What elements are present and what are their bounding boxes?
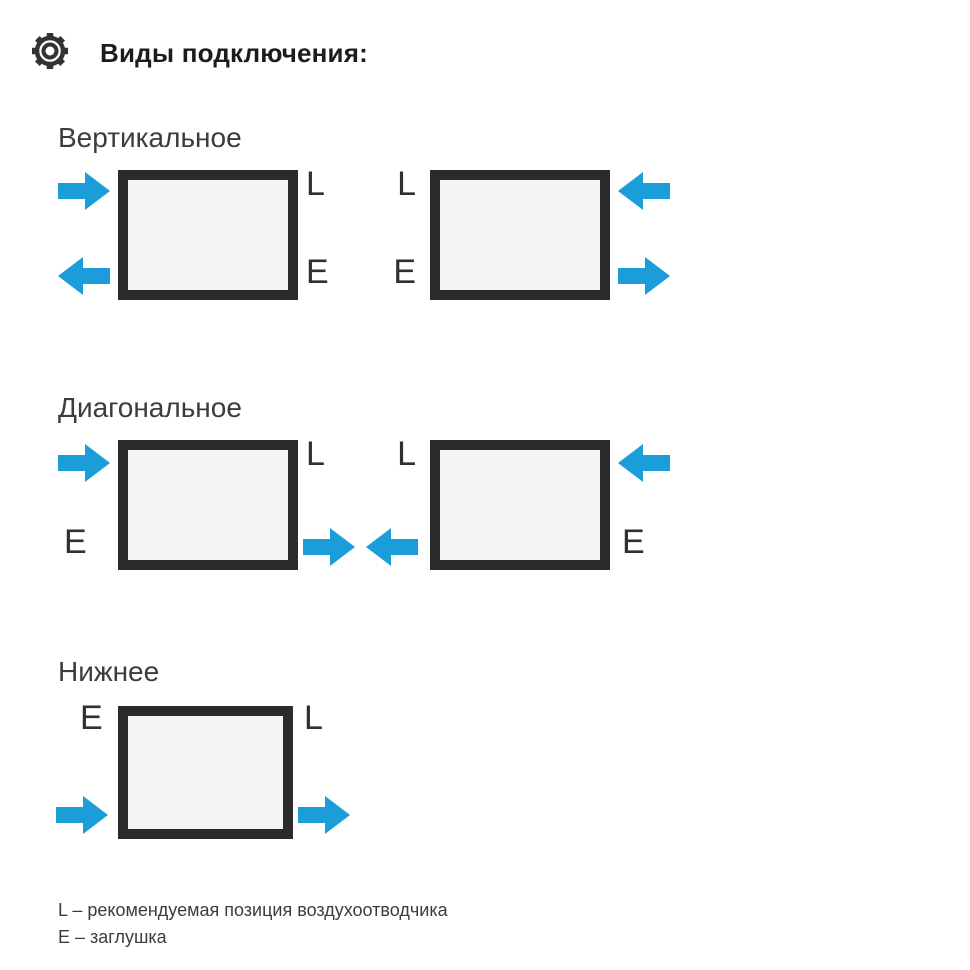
radiator-bottom (118, 706, 293, 839)
flow-out-arrow-icon (618, 257, 670, 295)
air-vent-label: L (397, 165, 416, 203)
radiator-vertical-left (118, 170, 298, 300)
plug-label: E (80, 699, 103, 737)
air-vent-label: L (397, 435, 416, 473)
radiator-vertical-right (430, 170, 610, 300)
legend-line-plug: E – заглушка (58, 927, 167, 947)
flow-in-arrow-icon (58, 172, 110, 210)
section-title-diagonal: Диагональное (58, 392, 242, 423)
air-vent-label: L (304, 699, 323, 737)
section-title-bottom: Нижнее (58, 656, 160, 687)
flow-out-arrow-icon (303, 528, 355, 566)
plug-label: E (64, 523, 87, 561)
section-title-vertical: Вертикальное (58, 122, 242, 153)
flow-out-arrow-icon (366, 528, 418, 566)
radiator-diagonal-left (118, 440, 298, 570)
flow-in-arrow-icon (56, 796, 108, 834)
radiator-diagonal-right (430, 440, 610, 570)
flow-in-arrow-icon (618, 172, 670, 210)
air-vent-label: L (306, 435, 325, 473)
flow-in-arrow-icon (618, 444, 670, 482)
gear-icon (26, 27, 74, 75)
air-vent-label: L (306, 165, 325, 203)
page-title: Виды подключения: (100, 38, 368, 68)
legend (58, 897, 448, 951)
legend-line-air-vent: L – рекомендуемая позиция воздухоотводчика (58, 900, 448, 920)
plug-label: E (306, 253, 329, 291)
flow-in-arrow-icon (58, 444, 110, 482)
flow-out-arrow-icon (58, 257, 110, 295)
flow-out-arrow-icon (298, 796, 350, 834)
plug-label: E (393, 253, 416, 291)
plug-label: E (622, 523, 645, 561)
